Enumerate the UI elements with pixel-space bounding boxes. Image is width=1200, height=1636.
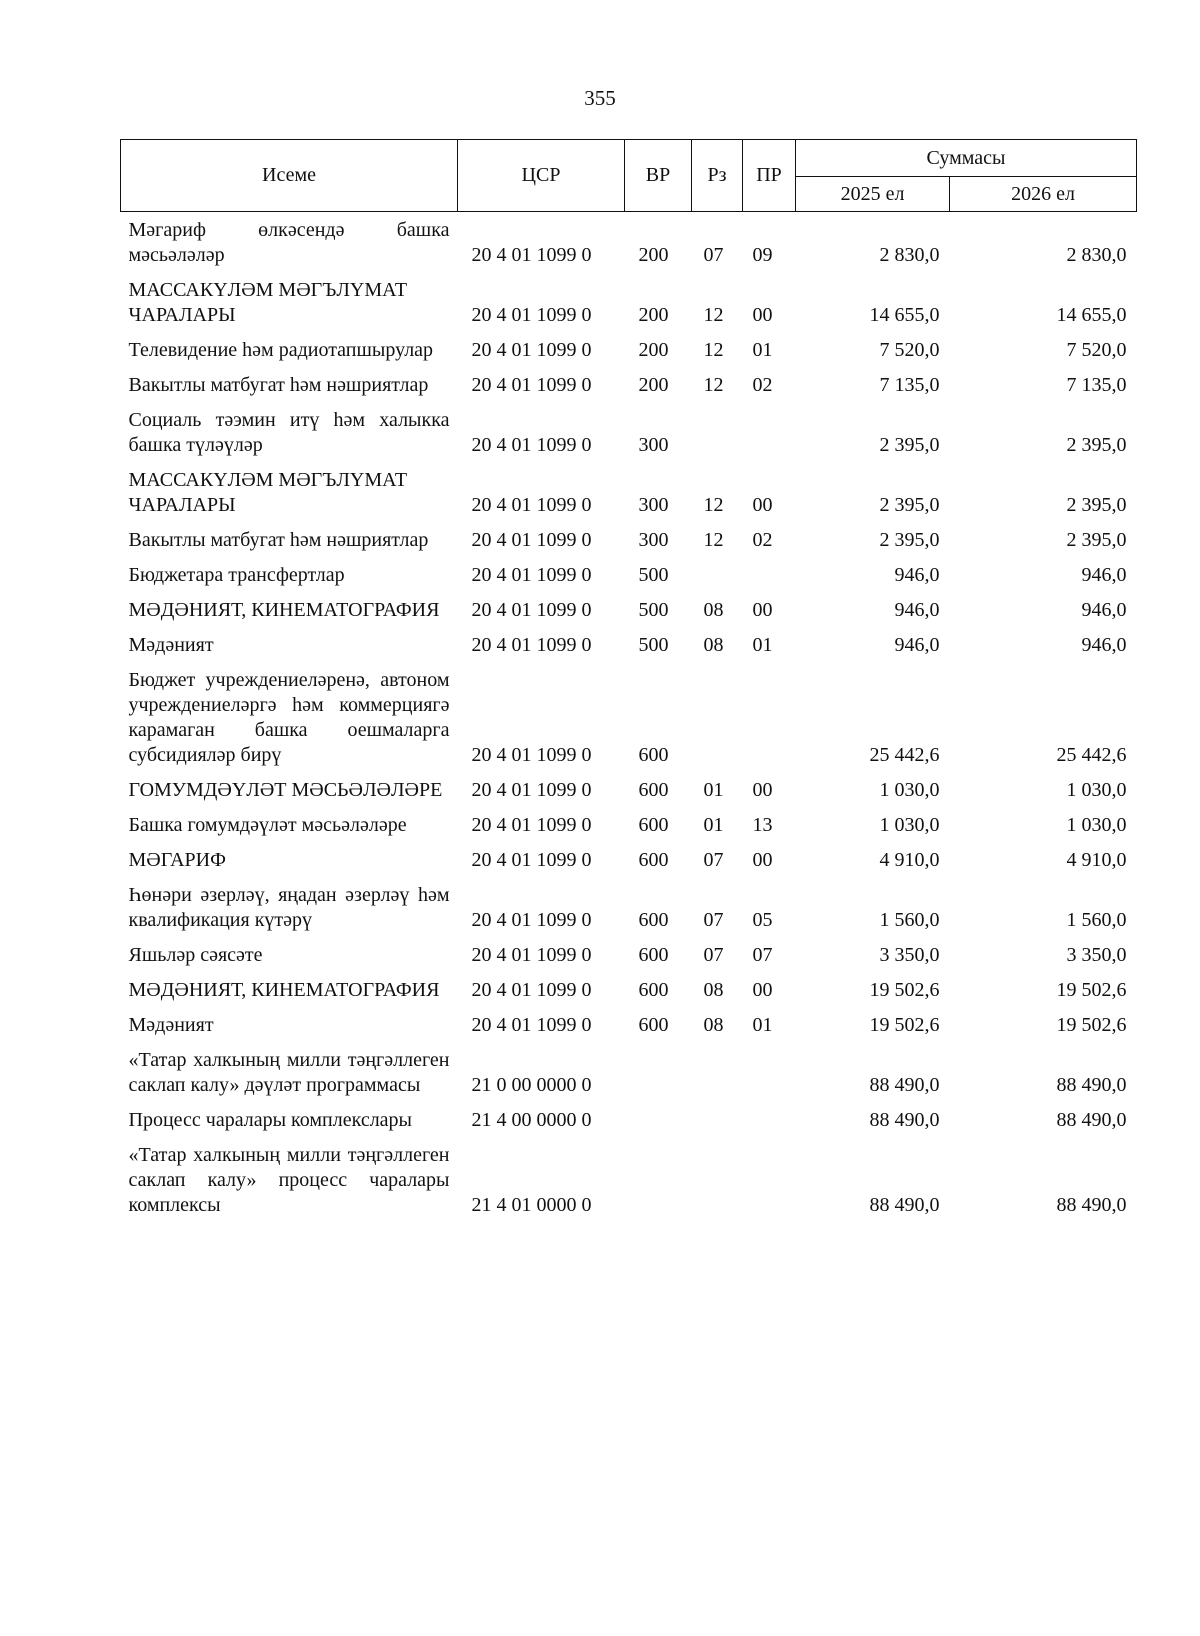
row-pr: [743, 557, 796, 592]
header-year-2025: 2025 ел: [796, 177, 950, 212]
row-vr: 600: [638, 744, 669, 766]
table-row: [121, 367, 1137, 402]
row-rz: 12: [703, 339, 724, 361]
row-amount-2026: 1 560,0: [1066, 909, 1127, 931]
row-amount-2026: 25 442,6: [1056, 744, 1127, 766]
row-amount-2026: 88 490,0: [1056, 1109, 1127, 1131]
row-name: Вакытлы матбугат һәм нәшриятлар: [128, 374, 429, 396]
row-csr: 21 0 00 0000 0: [471, 1074, 592, 1096]
table-row: [121, 332, 1137, 367]
table-row: [121, 807, 1137, 842]
row-rz: [692, 1137, 743, 1222]
row-amount-2026: 2 395,0: [1066, 494, 1127, 516]
row-csr: 21 4 01 0000 0: [471, 1194, 592, 1216]
row-rz: 08: [703, 634, 724, 656]
table-row: [121, 402, 1137, 462]
header-rz: Рз: [692, 140, 743, 212]
row-vr: 600: [638, 1014, 669, 1036]
row-amount-2025: 2 395,0: [879, 494, 940, 516]
table-row: [121, 212, 1137, 273]
row-amount-2025: 946,0: [894, 634, 940, 656]
row-amount-2025: 4 910,0: [879, 849, 940, 871]
row-rz: 01: [703, 779, 724, 801]
row-name: МӘДӘНИЯТ, КИНЕМАТОГРАФИЯ: [128, 599, 440, 621]
row-amount-2025: 946,0: [894, 564, 940, 586]
row-pr: 09: [752, 244, 773, 266]
row-pr: 07: [752, 944, 773, 966]
row-rz: [692, 1102, 743, 1137]
row-amount-2026: 2 395,0: [1066, 434, 1127, 456]
row-pr: 00: [752, 494, 773, 516]
row-csr: 20 4 01 1099 0: [471, 1014, 592, 1036]
row-rz: 12: [703, 304, 724, 326]
row-amount-2026: 1 030,0: [1066, 779, 1127, 801]
row-amount-2026: 88 490,0: [1056, 1074, 1127, 1096]
row-vr: 600: [638, 814, 669, 836]
row-pr: 02: [752, 529, 773, 551]
row-name: ГОМУМДӘҮЛӘТ МӘСЬӘЛӘЛӘРЕ: [128, 779, 443, 801]
table-row: [121, 1042, 1137, 1102]
row-amount-2025: 7 135,0: [879, 374, 940, 396]
row-rz: 12: [703, 374, 724, 396]
row-vr: 600: [638, 779, 669, 801]
row-amount-2025: 7 520,0: [879, 339, 940, 361]
row-amount-2026: 1 030,0: [1066, 814, 1127, 836]
row-csr: 20 4 01 1099 0: [471, 529, 592, 551]
row-pr: 01: [752, 339, 773, 361]
table-body: [121, 212, 1137, 1223]
row-pr: 00: [752, 779, 773, 801]
row-csr: 21 4 00 0000 0: [471, 1109, 592, 1131]
table-row: [121, 522, 1137, 557]
table-row: [121, 972, 1137, 1007]
row-amount-2025: 2 395,0: [879, 434, 940, 456]
row-csr: 20 4 01 1099 0: [471, 979, 592, 1001]
row-vr: 200: [638, 244, 669, 266]
row-name: Социаль тәэмин итү һәм халыкка башка түләүләр: [128, 409, 450, 456]
row-name: Телевидение һәм радиотапшырулар: [128, 339, 434, 361]
row-name: МАССАКҮЛӘМ МӘГЪЛҮМАТ ЧАРАЛАРЫ: [128, 279, 408, 326]
row-pr: [743, 1137, 796, 1222]
table-header: [121, 140, 1137, 212]
row-name: Вакытлы матбугат һәм нәшриятлар: [128, 529, 429, 551]
row-amount-2025: 88 490,0: [869, 1109, 940, 1131]
table-row: [121, 1007, 1137, 1042]
row-csr: 20 4 01 1099 0: [471, 434, 592, 456]
table-row: [121, 462, 1137, 522]
row-name: «Татар халкының милли тәңгәллеген саклап калу» дәүләт программасы: [128, 1049, 450, 1096]
row-amount-2026: 2 395,0: [1066, 529, 1127, 551]
row-rz: [692, 662, 743, 772]
row-vr: 200: [638, 339, 669, 361]
row-pr: 00: [752, 304, 773, 326]
row-amount-2025: 14 655,0: [869, 304, 940, 326]
row-vr: 300: [638, 494, 669, 516]
row-amount-2026: 7 135,0: [1066, 374, 1127, 396]
row-amount-2026: 88 490,0: [1056, 1194, 1127, 1216]
row-name: Башка гомумдәүләт мәсьәләләре: [128, 814, 407, 836]
row-amount-2026: 7 520,0: [1066, 339, 1127, 361]
header-pr: ПР: [743, 140, 796, 212]
row-amount-2025: 1 560,0: [879, 909, 940, 931]
row-name: Мәгариф өлкәсендә башка мәсьәләләр: [128, 219, 450, 266]
row-vr: 300: [638, 434, 669, 456]
header-year-2026: 2026 ел: [950, 177, 1137, 212]
row-pr: 13: [752, 814, 773, 836]
row-rz: 08: [703, 979, 724, 1001]
row-vr: 200: [638, 374, 669, 396]
row-amount-2025: 1 030,0: [879, 814, 940, 836]
row-csr: 20 4 01 1099 0: [471, 909, 592, 931]
table-row: [121, 1102, 1137, 1137]
header-name: Исеме: [121, 140, 458, 212]
row-rz: 07: [703, 909, 724, 931]
row-amount-2026: 19 502,6: [1056, 1014, 1127, 1036]
table-row: [121, 1137, 1137, 1222]
row-amount-2025: 88 490,0: [869, 1194, 940, 1216]
row-amount-2026: 3 350,0: [1066, 944, 1127, 966]
row-amount-2026: 946,0: [1081, 564, 1127, 586]
row-csr: 20 4 01 1099 0: [471, 849, 592, 871]
row-csr: 20 4 01 1099 0: [471, 634, 592, 656]
row-name: Мәдәният: [128, 634, 214, 656]
row-vr: [625, 1102, 692, 1137]
row-amount-2026: 946,0: [1081, 634, 1127, 656]
row-vr: 500: [638, 564, 669, 586]
row-name: «Татар халкының милли тәңгәллеген саклап калу» процесс чаралары комплексы: [128, 1144, 450, 1216]
row-vr: 600: [638, 909, 669, 931]
row-rz: 07: [703, 944, 724, 966]
row-csr: 20 4 01 1099 0: [471, 374, 592, 396]
row-amount-2025: 1 030,0: [879, 779, 940, 801]
row-rz: [692, 1042, 743, 1102]
row-csr: 20 4 01 1099 0: [471, 304, 592, 326]
row-amount-2026: 2 830,0: [1066, 244, 1127, 266]
row-vr: 600: [638, 849, 669, 871]
row-amount-2025: 19 502,6: [869, 979, 940, 1001]
row-pr: [743, 402, 796, 462]
table-row: [121, 877, 1137, 937]
row-vr: [625, 1042, 692, 1102]
row-vr: 300: [638, 529, 669, 551]
row-vr: [625, 1137, 692, 1222]
row-csr: 20 4 01 1099 0: [471, 339, 592, 361]
row-amount-2025: 946,0: [894, 599, 940, 621]
row-vr: 600: [638, 944, 669, 966]
row-rz: 08: [703, 1014, 724, 1036]
header-vr: ВР: [625, 140, 692, 212]
row-vr: 500: [638, 634, 669, 656]
row-pr: 00: [752, 849, 773, 871]
row-name: Бюджет учреждениеләренә, автоном учреждениеләргә һәм коммерциягә карамаган башка оешмаларга субсидияләр бирү: [128, 669, 450, 766]
row-rz: 01: [703, 814, 724, 836]
row-name: Процесс чаралары комплекслары: [128, 1109, 412, 1131]
row-rz: 12: [703, 494, 724, 516]
row-name: МАССАКҮЛӘМ МӘГЪЛҮМАТ ЧАРАЛАРЫ: [128, 469, 408, 516]
row-name: МӘГАРИФ: [128, 849, 226, 871]
row-csr: 20 4 01 1099 0: [471, 779, 592, 801]
row-vr: 600: [638, 979, 669, 1001]
row-name: МӘДӘНИЯТ, КИНЕМАТОГРАФИЯ: [128, 979, 440, 1001]
page-number: 355: [584, 86, 616, 110]
row-csr: 20 4 01 1099 0: [471, 564, 592, 586]
row-pr: 01: [752, 1014, 773, 1036]
row-csr: 20 4 01 1099 0: [471, 744, 592, 766]
row-name: Яшьләр сәясәте: [128, 944, 263, 966]
row-amount-2026: 14 655,0: [1056, 304, 1127, 326]
row-amount-2025: 25 442,6: [869, 744, 940, 766]
row-vr: 200: [638, 304, 669, 326]
table-row: [121, 772, 1137, 807]
row-amount-2025: 19 502,6: [869, 1014, 940, 1036]
row-rz: 08: [703, 599, 724, 621]
row-pr: 05: [752, 909, 773, 931]
row-vr: 500: [638, 599, 669, 621]
table-row: [121, 842, 1137, 877]
row-csr: 20 4 01 1099 0: [471, 494, 592, 516]
table-row: [121, 557, 1137, 592]
header-csr: ЦСР: [458, 140, 625, 212]
row-name: Һөнәри әзерләү, яңадан әзерләү һәм квалификация күтәрү: [128, 884, 450, 931]
row-amount-2026: 4 910,0: [1066, 849, 1127, 871]
row-pr: 02: [752, 374, 773, 396]
row-pr: [743, 1042, 796, 1102]
header-sums: Суммасы: [796, 140, 1137, 177]
row-pr: 00: [752, 979, 773, 1001]
row-amount-2025: 2 395,0: [879, 529, 940, 551]
row-amount-2026: 946,0: [1081, 599, 1127, 621]
row-name: Бюджетара трансфертлар: [128, 564, 345, 586]
row-name: Мәдәният: [128, 1014, 214, 1036]
row-rz: 07: [703, 849, 724, 871]
table-row: [121, 937, 1137, 972]
table-row: [121, 627, 1137, 662]
row-rz: 07: [703, 244, 724, 266]
row-pr: [743, 1102, 796, 1137]
row-pr: 01: [752, 634, 773, 656]
row-amount-2026: 19 502,6: [1056, 979, 1127, 1001]
row-pr: [743, 662, 796, 772]
table-row: [121, 662, 1137, 772]
row-amount-2025: 2 830,0: [879, 244, 940, 266]
row-rz: [692, 402, 743, 462]
row-rz: 12: [703, 529, 724, 551]
row-csr: 20 4 01 1099 0: [471, 944, 592, 966]
row-csr: 20 4 01 1099 0: [471, 599, 592, 621]
row-rz: [692, 557, 743, 592]
row-csr: 20 4 01 1099 0: [471, 244, 592, 266]
budget-table: [120, 139, 1137, 1222]
table-row: [121, 272, 1137, 332]
row-pr: 00: [752, 599, 773, 621]
table-row: [121, 592, 1137, 627]
row-amount-2025: 88 490,0: [869, 1074, 940, 1096]
row-csr: 20 4 01 1099 0: [471, 814, 592, 836]
row-amount-2025: 3 350,0: [879, 944, 940, 966]
